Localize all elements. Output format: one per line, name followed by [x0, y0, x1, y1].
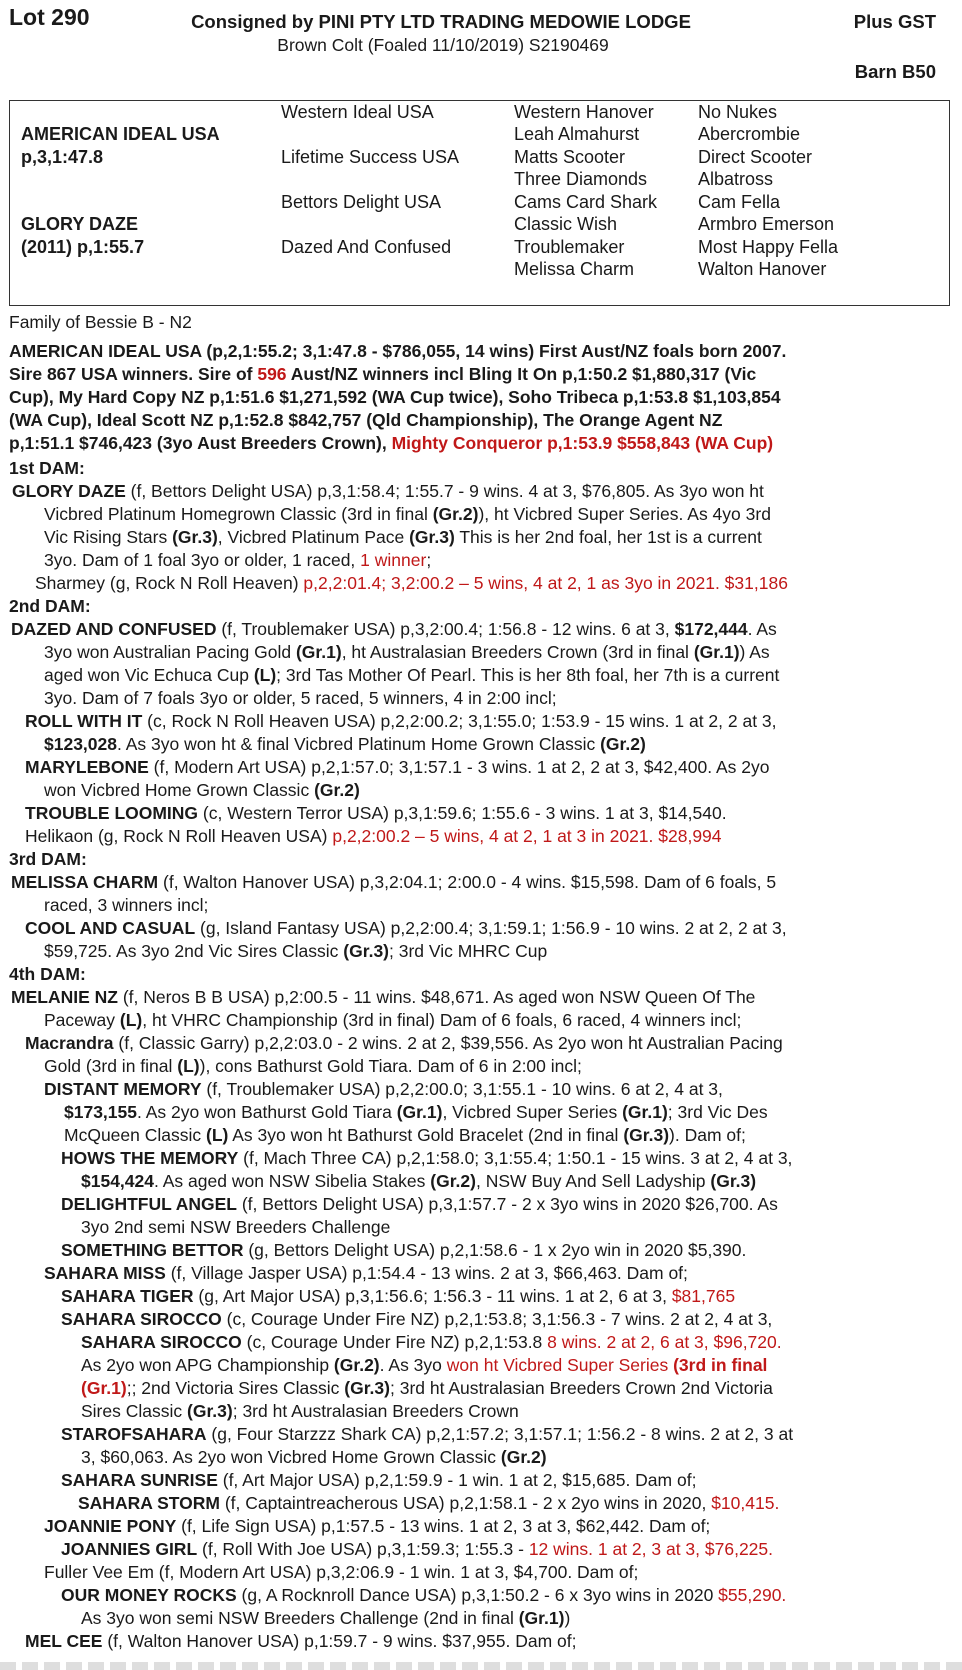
dazed-and-confused-entry: DAZED AND CONFUSED (f, Troublemaker USA) p,3,2:00.4; 1:56.8 - 12 wins. 6 at 3, $172,444. As 3yo won Australian Pacing Gold (Gr.1), ht Australasian Breeders Crown (3rd in final (Gr.1)) As aged won Vic Echuca Cup (L); 3rd Tas Mother Of Pearl. This is her 8th foal, her 7th is a current 3yo. Dam of 7 foals 3yo or older, 5 raced, 5 winners, 4 in 2:00 incl; [11, 619, 780, 708]
pedigree-gen3: Leah Almahurst [514, 124, 640, 144]
pedigree-gen2: Dazed And Confused [281, 237, 452, 257]
tax-note: Plus GST [853, 11, 936, 32]
pedigree-gen3: Melissa Charm [514, 259, 635, 279]
cut-off-line [0, 1662, 962, 1670]
pedigree-gen3: Classic Wish [514, 214, 618, 234]
sahara-sunrise-entry: SAHARA SUNRISE (f, Art Major USA) p,2,1:59.9 - 1 win. 1 at 2, $15,685. Dam of; [61, 1470, 697, 1490]
pedigree-gen3: Three Diamonds [514, 169, 648, 189]
sire-notes: AMERICAN IDEAL USA (p,2,1:55.2; 3,1:47.8 - $786,055, 14 wins) First Aust/NZ foals born 2007. Sire 867 USA winners. Sire of 596 Aust/NZ winners incl Bling It On p,1:50.2 $1,880,317 (Vic Cup), My Hard Copy NZ p,1:51.6 $1,271,592 (WA Cup twice), Soho Tribeca p,1:53.8 $1,103,854 (WA Cup), Ideal Scott NZ p,1:52.8 $842,757 (Qld Championship), The Orange Agent NZ p,1:51.1 $746,423 (3yo Aust Breeders Crown), Mighty Conqueror p,1:53.9 $558,843 (WA Cup) [9, 341, 787, 453]
pedigree-gen4: Most Happy Fella [698, 237, 839, 257]
sahara-miss-entry: SAHARA MISS (f, Village Jasper USA) p,1:54.4 - 13 wins. 2 at 3, $66,463. Dam of; [44, 1263, 688, 1283]
melanie-entry: MELANIE NZ (f, Neros B B USA) p,2:00.5 - 11 wins. $48,671. As aged won NSW Queen Of The Paceway (L), ht VHRC Championship (3rd in final) Dam of 6 foals, 6 raced, 4 winners incl; [11, 987, 756, 1030]
dam-heading-3: 3rd DAM: [9, 849, 87, 869]
sharmey-entry: Sharmey (g, Rock N Roll Heaven) p,2,2:01.4; 3,2:00.2 – 5 wins, 4 at 2, 1 as 3yo in 2021. $31,186 [35, 573, 788, 593]
hows-the-memory-entry: HOWS THE MEMORY (f, Mach Three CA) p,2,1:58.0; 3,1:55.4; 1:50.1 - 15 wins. 3 at 2, 4 at 3, $154,424. As aged won NSW Sibelia Stakes (Gr.2), NSW Buy And Sell Ladyship (Gr.3) [61, 1148, 793, 1191]
pedigree-gen4: Abercrombie [698, 124, 801, 144]
family-line: Family of Bessie B - N2 [9, 312, 192, 332]
pedigree-gen4: Albatross [698, 169, 774, 189]
something-bettor-entry: SOMETHING BETTOR (g, Bettors Delight USA) p,2,1:58.6 - 1 x 2yo win in 2020 $5,390. [61, 1240, 747, 1260]
starofsahara-entry: STAROFSAHARA (g, Four Starzzz Shark CA) p,2,1:57.2; 3,1:57.1; 1:56.2 - 8 wins. 2 at 2, 3 at 3, $60,063. As 2yo won Vicbred Home Grown Classic (Gr.2) [61, 1424, 794, 1467]
lot-number: Lot 290 [9, 4, 90, 30]
pedigree-gen3: Cams Card Shark [514, 192, 658, 212]
melissa-charm-entry: MELISSA CHARM (f, Walton Hanover USA) p,3,2:04.1; 2:00.0 - 4 wins. $15,598. Dam of 6 foals, 5 raced, 3 winners incl; [11, 872, 777, 915]
our-money-rocks-entry: OUR MONEY ROCKS (g, A Rocknroll Dance USA) p,3,1:50.2 - 6 x 3yo wins in 2020 $55,290. As 3yo won semi NSW Breeders Challenge (2nd in final (Gr.1)) [61, 1585, 787, 1628]
joannies-girl-entry: JOANNIES GIRL (f, Roll With Joe USA) p,3,1:59.3; 1:55.3 - 12 wins. 1 at 2, 3 at 3, $76,225. [61, 1539, 774, 1559]
catalogue-body [9, 311, 949, 1653]
trouble-looming-entry: TROUBLE LOOMING (c, Western Terror USA) p,3,1:59.6; 1:55.6 - 3 wins. 1 at 3, $14,540. [25, 803, 727, 823]
roll-with-it-entry: ROLL WITH IT (c, Rock N Roll Heaven USA) p,2,2:00.2; 3,1:55.0; 1:53.9 - 15 wins. 1 at 2, 2 at 3, $123,028. As 3yo won ht & final Vicbred Platinum Home Grown Classic (Gr.2) [25, 711, 777, 754]
horse-description: Brown Colt (Foaled 11/10/2019) S2190469 [277, 35, 609, 55]
dam-name: GLORY DAZE [21, 214, 139, 234]
dam-record: (2011) p,1:55.7 [21, 237, 145, 257]
pedigree-table [9, 100, 950, 306]
sahara-sirocco-entry: SAHARA SIROCCO (c, Courage Under Fire NZ) p,2,1:53.8; 3,1:56.3 - 7 wins. 2 at 2, 4 at 3, SAHARA SIROCCO (c, Courage Under Fire NZ) p,2,1:53.8 8 wins. 2 at 2, 6 at 3, $96,720. As 2yo won APG Championship (Gr.2). As 3yo won ht Vicbred Super Series (3rd in final (Gr.1);; 2nd Victoria Sires Classic (Gr.3); 3rd ht Australasian Breeders Crown 2nd Victoria Sires Classic (Gr.3); 3rd ht Australasian Breeders Crown [61, 1309, 782, 1421]
helikaon-entry: Helikaon (g, Rock N Roll Heaven USA) p,2,2:00.2 – 5 wins, 4 at 2, 1 at 3 in 2021. $28,994 [25, 826, 722, 846]
fuller-vee-em-entry: Fuller Vee Em (f, Modern Art USA) p,3,2:06.9 - 1 win. 1 at 3, $4,700. Dam of; [44, 1562, 639, 1582]
pedigree-gen3: Troublemaker [514, 237, 625, 257]
macrandra-entry: Macrandra (f, Classic Garry) p,2,2:03.0 - 2 wins. 2 at 2, $39,556. As 2yo won ht Australian Pacing Gold (3rd in final (L)), cons Bathurst Gold Tiara. Dam of 6 in 2:00 incl; [25, 1033, 783, 1076]
pedigree-gen3: Matts Scooter [514, 147, 626, 167]
pedigree-gen2: Bettors Delight USA [281, 192, 442, 212]
cool-and-casual-entry: COOL AND CASUAL (g, Island Fantasy USA) p,2,2:00.4; 3,1:59.1; 1:56.9 - 10 wins. 2 at 2, 2 at 3, $59,725. As 3yo 2nd Vic Sires Classic (Gr.3); 3rd Vic MHRC Cup [25, 918, 787, 961]
sahara-storm-entry: SAHARA STORM (f, Captaintreacherous USA) p,2,1:58.1 - 2 x 2yo wins in 2020, $10,415. [78, 1493, 780, 1513]
pedigree-gen4: Armbro Emerson [698, 214, 835, 234]
dam-heading-2: 2nd DAM: [9, 596, 91, 616]
pedigree-gen2: Western Ideal USA [281, 102, 434, 122]
pedigree-gen2: Lifetime Success USA [281, 147, 460, 167]
pedigree-gen4: Direct Scooter [698, 147, 813, 167]
pedigree-gen4: Walton Hanover [698, 259, 827, 279]
sire-name: AMERICAN IDEAL USA [21, 124, 220, 144]
sahara-tiger-entry: SAHARA TIGER (g, Art Major USA) p,3,1:56.6; 1:56.3 - 11 wins. 1 at 2, 6 at 3, $81,765 [61, 1286, 736, 1306]
delightful-angel-entry: DELIGHTFUL ANGEL (f, Bettors Delight USA) p,3,1:57.7 - 2 x 3yo wins in 2020 $26,700. As 3yo 2nd semi NSW Breeders Challenge [61, 1194, 778, 1237]
pedigree-gen4: Cam Fella [698, 192, 781, 212]
marylebone-entry: MARYLEBONE (f, Modern Art USA) p,2,1:57.0; 3,1:57.1 - 3 wins. 1 at 2, 2 at 3, $42,400. As 2yo won Vicbred Home Grown Classic (Gr.2) [25, 757, 770, 800]
glory-daze-entry: GLORY DAZE (f, Bettors Delight USA) p,3,1:58.4; 1:55.7 - 9 wins. 4 at 3, $76,805. As 3yo won ht Vicbred Platinum Homegrown Classic (3rd in final (Gr.2)), ht Vicbred Super Series. As 4yo 3rd Vic Rising Stars (Gr.3), Vicbred Platinum Pace (Gr.3) This is her 2nd foal, her 1st is a current 3yo. Dam of 1 foal 3yo or older, 1 raced, 1 winner; [12, 481, 771, 570]
barn-number: Barn B50 [854, 61, 936, 82]
pedigree-gen4: No Nukes [698, 102, 778, 122]
dam-heading-4: 4th DAM: [9, 964, 86, 984]
sire-record: p,3,1:47.8 [21, 147, 104, 167]
catalogue-header [0, 4, 962, 82]
distant-memory-entry: DISTANT MEMORY (f, Troublemaker USA) p,2,2:00.0; 3,1:55.1 - 10 wins. 6 at 2, 4 at 3, $173,155. As 2yo won Bathurst Gold Tiara (Gr.1), Vicbred Super Series (Gr.1); 3rd Vic Des McQueen Classic (L) As 3yo won ht Bathurst Gold Bracelet (2nd in final (Gr.3)). Dam of; [44, 1079, 768, 1145]
joannie-pony-entry: JOANNIE PONY (f, Life Sign USA) p,1:57.5 - 13 wins. 1 at 2, 3 at 3, $62,442. Dam of; [44, 1516, 711, 1536]
dam-heading-1: 1st DAM: [9, 458, 85, 478]
pedigree-gen3: Western Hanover [514, 102, 654, 122]
consignor: Consigned by PINI PTY LTD TRADING MEDOWIE LODGE [191, 11, 691, 32]
mel-cee-entry: MEL CEE (f, Walton Hanover USA) p,1:59.7 - 9 wins. $37,955. Dam of; [25, 1631, 577, 1651]
